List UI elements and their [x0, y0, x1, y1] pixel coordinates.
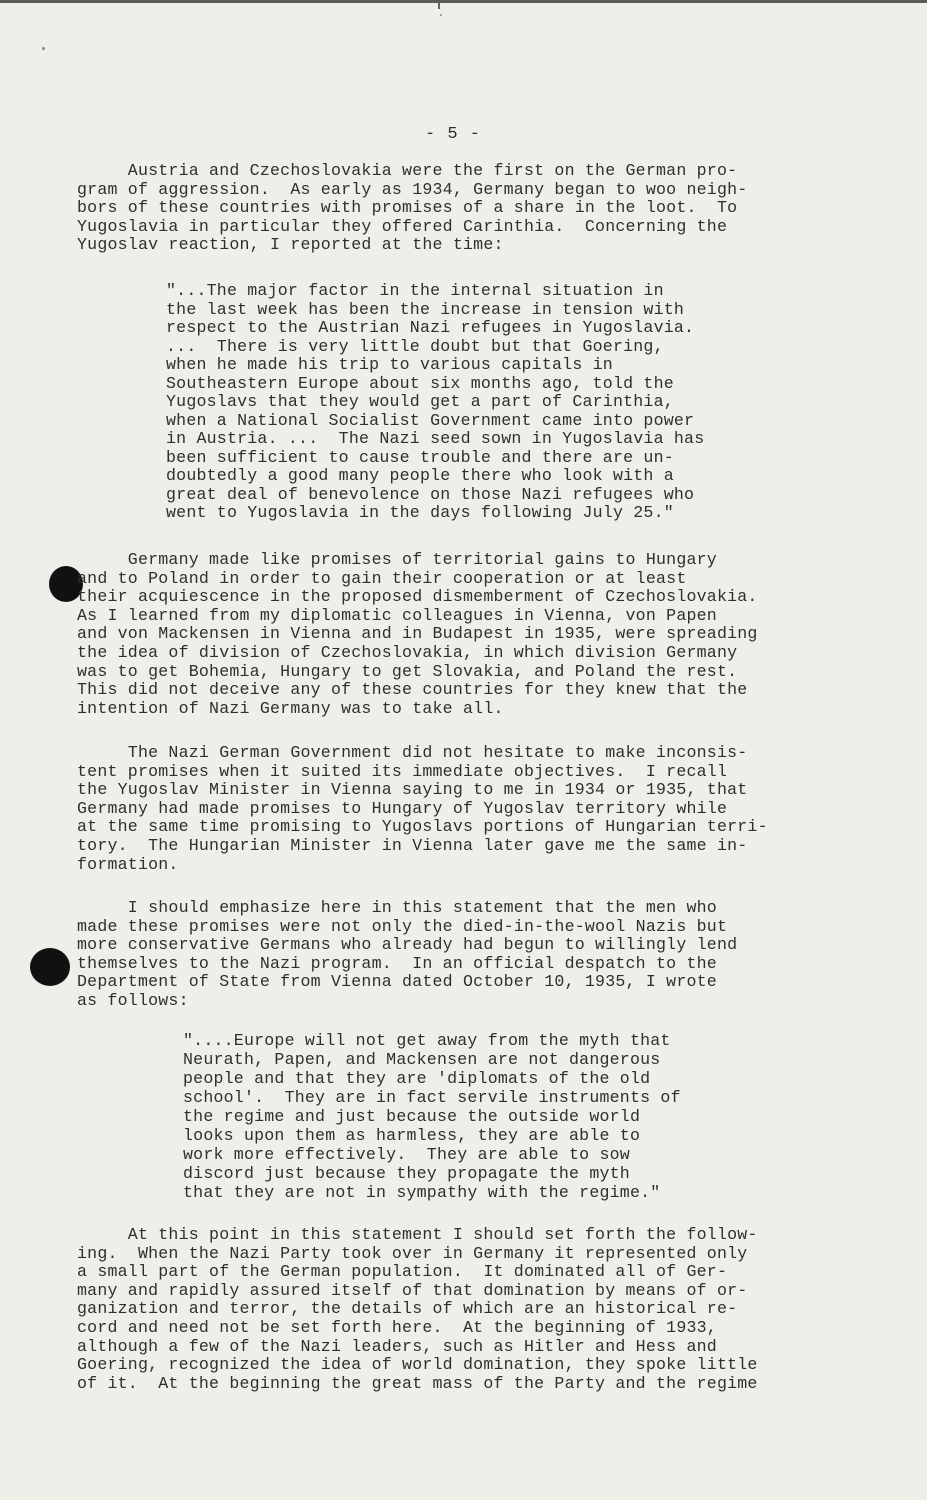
page-number: - 5 - — [425, 125, 482, 144]
top-edge-rule — [0, 0, 927, 3]
top-tick-mark — [438, 3, 440, 9]
block-quote-vienna-despatch: "....Europe will not get away from the myth that Neurath, Papen, and Mackensen are not dangerous people and that they are 'diplomats of the old school'. They are in fact servile instruments of the regime and just because the outside world looks upon them as harmless, they are able to work more effectively. They are able to sow discord just because they propagate the myth that they are not in sympathy with the regime." — [183, 1031, 681, 1202]
paragraph-nazi-party-takeover: At this point in this statement I should set forth the follow- ing. When the Nazi Party took over in Germany it represented only a small part of the German population. It dominated all of Ger- many and rapidly assured itself of that domination by means of or- ganization and terror, the details of which are an historical re- cord and need not be set forth here. At the beginning of 1933, although a few of the Nazi leaders, such as Hitler and Hess and Goering, recognized the idea of world domination, they spoke little of it. At the beginning the great mass of the Party and the regime — [77, 1225, 758, 1393]
paragraph-territorial-promises: Germany made like promises of territorial gains to Hungary and to Poland in order to gain their cooperation or at least their acquiescence in the proposed dismemberment of Czechoslovakia. As I learned from my diplomatic colleagues in Vienna, von Papen and von Mackensen in Vienna and in Budapest in 1935, were spreading the idea of division of Czechoslovakia, in which division Germany was to get Bohemia, Hungary to get Slovakia, and Poland the rest. This did not deceive any of these countries for they knew that the intention of Nazi Germany was to take all. — [77, 550, 758, 718]
paper-speck — [440, 14, 442, 16]
paper-speck — [42, 47, 45, 50]
paragraph-conservative-germans: I should emphasize here in this statement that the men who made these promises were not only the died-in-the-wool Nazis but more conservative Germans who already had begun to willingly lend themselves to the Nazi program. In an official despatch to the Department of State from Vienna dated October 10, 1935, I wrote as follows: — [77, 898, 738, 1010]
paragraph-inconsistent-promises: The Nazi German Government did not hesitate to make inconsis- tent promises when it suited its immediate objectives. I recall the Yugoslav Minister in Vienna saying to me in 1934 or 1935, that Germany had made promises to Hungary of Yugoslav territory while at the same time promising to Yugoslavs portions of Hungarian terri- tory. The Hungarian Minister in Vienna later gave me the same in- formation. — [77, 743, 768, 874]
paragraph-austria-czechoslovakia: Austria and Czechoslovakia were the first on the German pro- gram of aggression. As early as 1934, Germany began to woo neigh- bors of these countries with promises of a share in the loot. To Yugoslavia in particular they offered Carinthia. Concerning the Yugoslav reaction, I reported at the time: — [77, 161, 748, 255]
block-quote-yugoslav-report: "...The major factor in the internal situation in the last week has been the increase in tension with respect to the Austrian Nazi refugees in Yugoslavia. ... There is very little doubt but that Goering, when he made his trip to various capitals in Southeastern Europe about six months ago, told the Yugoslavs that they would get a part of Carinthia, when a National Socialist Government came into power in Austria. ... The Nazi seed sown in Yugoslavia has been sufficient to cause trouble and there are un- doubtedly a good many people there who look with a great deal of benevolence on those Nazi refugees who went to Yugoslavia in the days following July 25." — [166, 281, 705, 522]
punch-hole — [30, 948, 70, 986]
